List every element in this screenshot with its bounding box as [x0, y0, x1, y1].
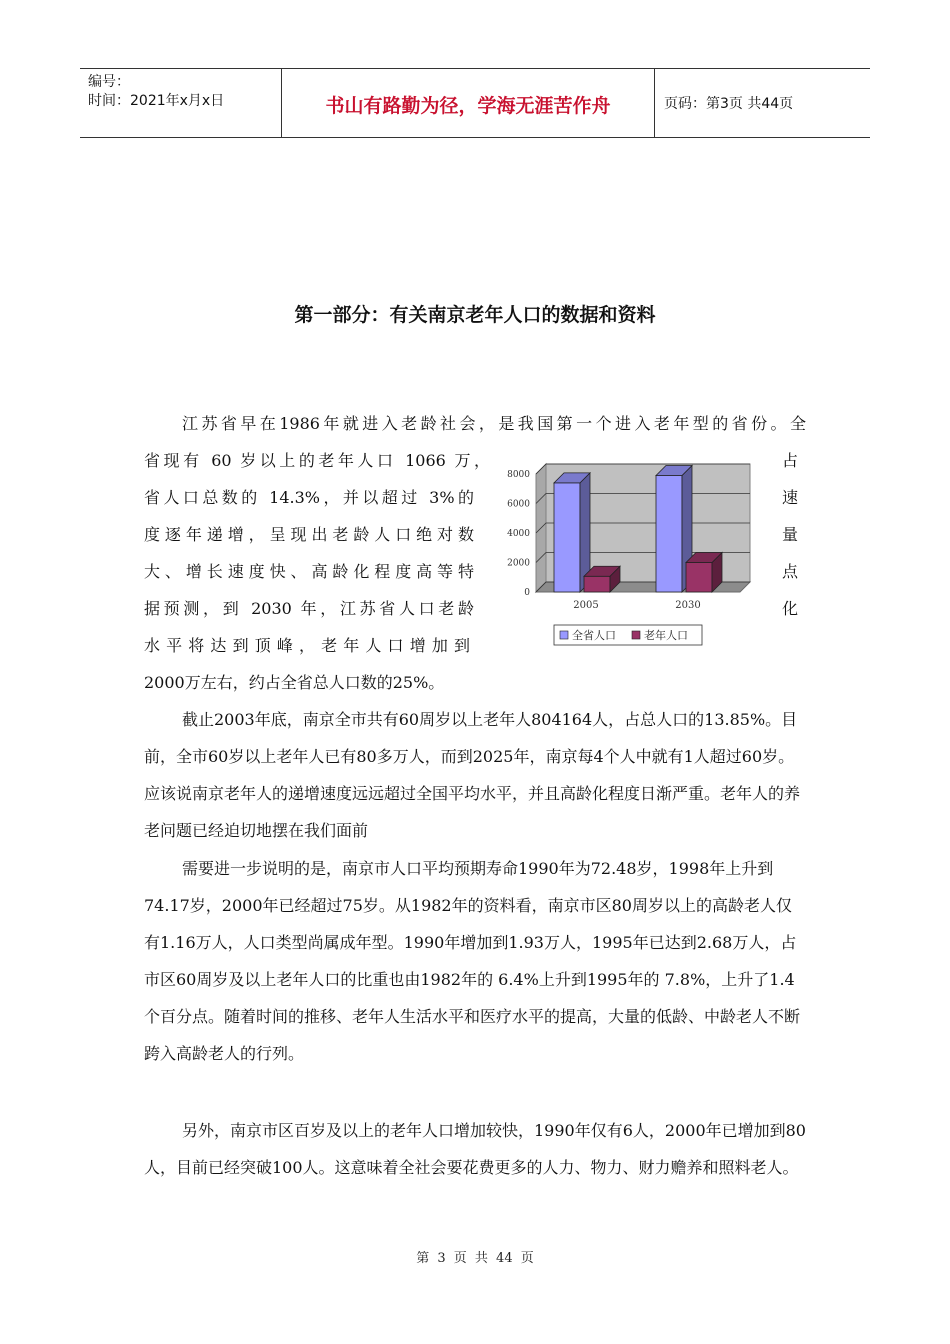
legend-swatch-1 [632, 631, 640, 639]
header-page-info: 页码：第3页 共44页 [664, 96, 794, 112]
x-tick-label: 2005 [573, 600, 599, 611]
intro-line: 省人口总数的 14.3%，并以超过 3%的 [144, 488, 474, 507]
intro-wrap-char: 化 [782, 599, 799, 618]
legend-label-1: 老年人口 [644, 629, 688, 642]
bar-0-1 [656, 475, 682, 592]
x-tick-label: 2030 [675, 600, 701, 611]
population-chart-svg [496, 448, 766, 653]
header-motto: 书山有路勤为径，学海无涯苦作舟 [325, 95, 611, 117]
intro-line: 据预测，到 2030 年，江苏省人口老龄 [144, 599, 474, 618]
y-tick-label: 4000 [507, 529, 530, 539]
page-header [80, 68, 870, 138]
header-number-label: 编号： [88, 74, 130, 90]
intro-line: 省现有 60 岁以上的老年人口 1066 万， [144, 451, 490, 470]
bar-1-0 [584, 576, 610, 592]
legend-label-0: 全省人口 [572, 629, 616, 642]
header-meta [88, 73, 224, 111]
bar-1-1 [686, 563, 712, 593]
intro-line: 2000万左右，约占全省总人口数的25%。 [144, 673, 445, 692]
header-time-label: 时间：2021年x月x日 [88, 93, 225, 109]
page-footer: 第 3 页 共 44 页 [416, 1251, 534, 1266]
y-tick-label: 6000 [507, 499, 530, 510]
y-tick-label: 8000 [507, 470, 530, 480]
body-paragraph: 需要进一步说明的是，南京市人口平均预期寿命1990年为72.48岁，1998年上升到74.17岁，2000年已经超过75岁。从1982年的资料看，南京市区80周岁以上的高龄老人仅有1.16万人，人口类型尚属成年型。1990年增加到1.93万人，1995年已达到2.68万人，占市区60周岁及以上老年人口的比重也由1982年的 6.4%上升到1995年的 7.8%，上升了1.4个百分点。随着时间的推移、老年人生活水平和医疗水平的提高，大量的低龄、中龄老人不断跨入高龄老人的行列。 [144, 859, 801, 1063]
intro-line: 度逐年递增，呈现出老龄人口绝对数 [144, 525, 474, 544]
section-title: 第一部分：有关南京老年人口的数据和资料 [294, 304, 656, 326]
body-paragraph: 截止2003年底，南京全市共有60周岁以上老年人804164人，占总人口的13.85%。目前，全市60岁以上老年人已有80多万人，而到2025年，南京每4个人中就有1人超过60岁。应该说南京老年人的递增速度远远超过全国平均水平，并且高龄化程度日渐严重。老年人的养老问题已经迫切地摆在我们面前 [144, 710, 801, 840]
intro-wrap-char: 占 [782, 451, 799, 470]
intro-wrap-char: 点 [782, 562, 799, 581]
intro-line: 大、增长速度快、高龄化程度高等特 [144, 562, 474, 581]
population-chart [496, 448, 766, 653]
bar-0-0 [554, 483, 580, 592]
y-tick-label: 2000 [507, 558, 530, 569]
intro-wrap-char: 速 [782, 488, 799, 507]
intro-line: 江苏省早在1986年就进入老龄社会，是我国第一个进入老年型的省份。全 [182, 414, 806, 433]
body-paragraph: 另外，南京市区百岁及以上的老年人口增加较快，1990年仅有6人，2000年已增加到80人，目前已经突破100人。这意味着全社会要花费更多的人力、物力、财力赡养和照料老人。 [144, 1121, 806, 1177]
intro-line: 水平将达到顶峰，老年人口增加到 [144, 636, 470, 655]
legend-swatch-0 [560, 631, 568, 639]
header-divider [654, 69, 655, 137]
y-tick-label: 0 [524, 588, 530, 598]
intro-wrap-char: 量 [782, 525, 799, 544]
